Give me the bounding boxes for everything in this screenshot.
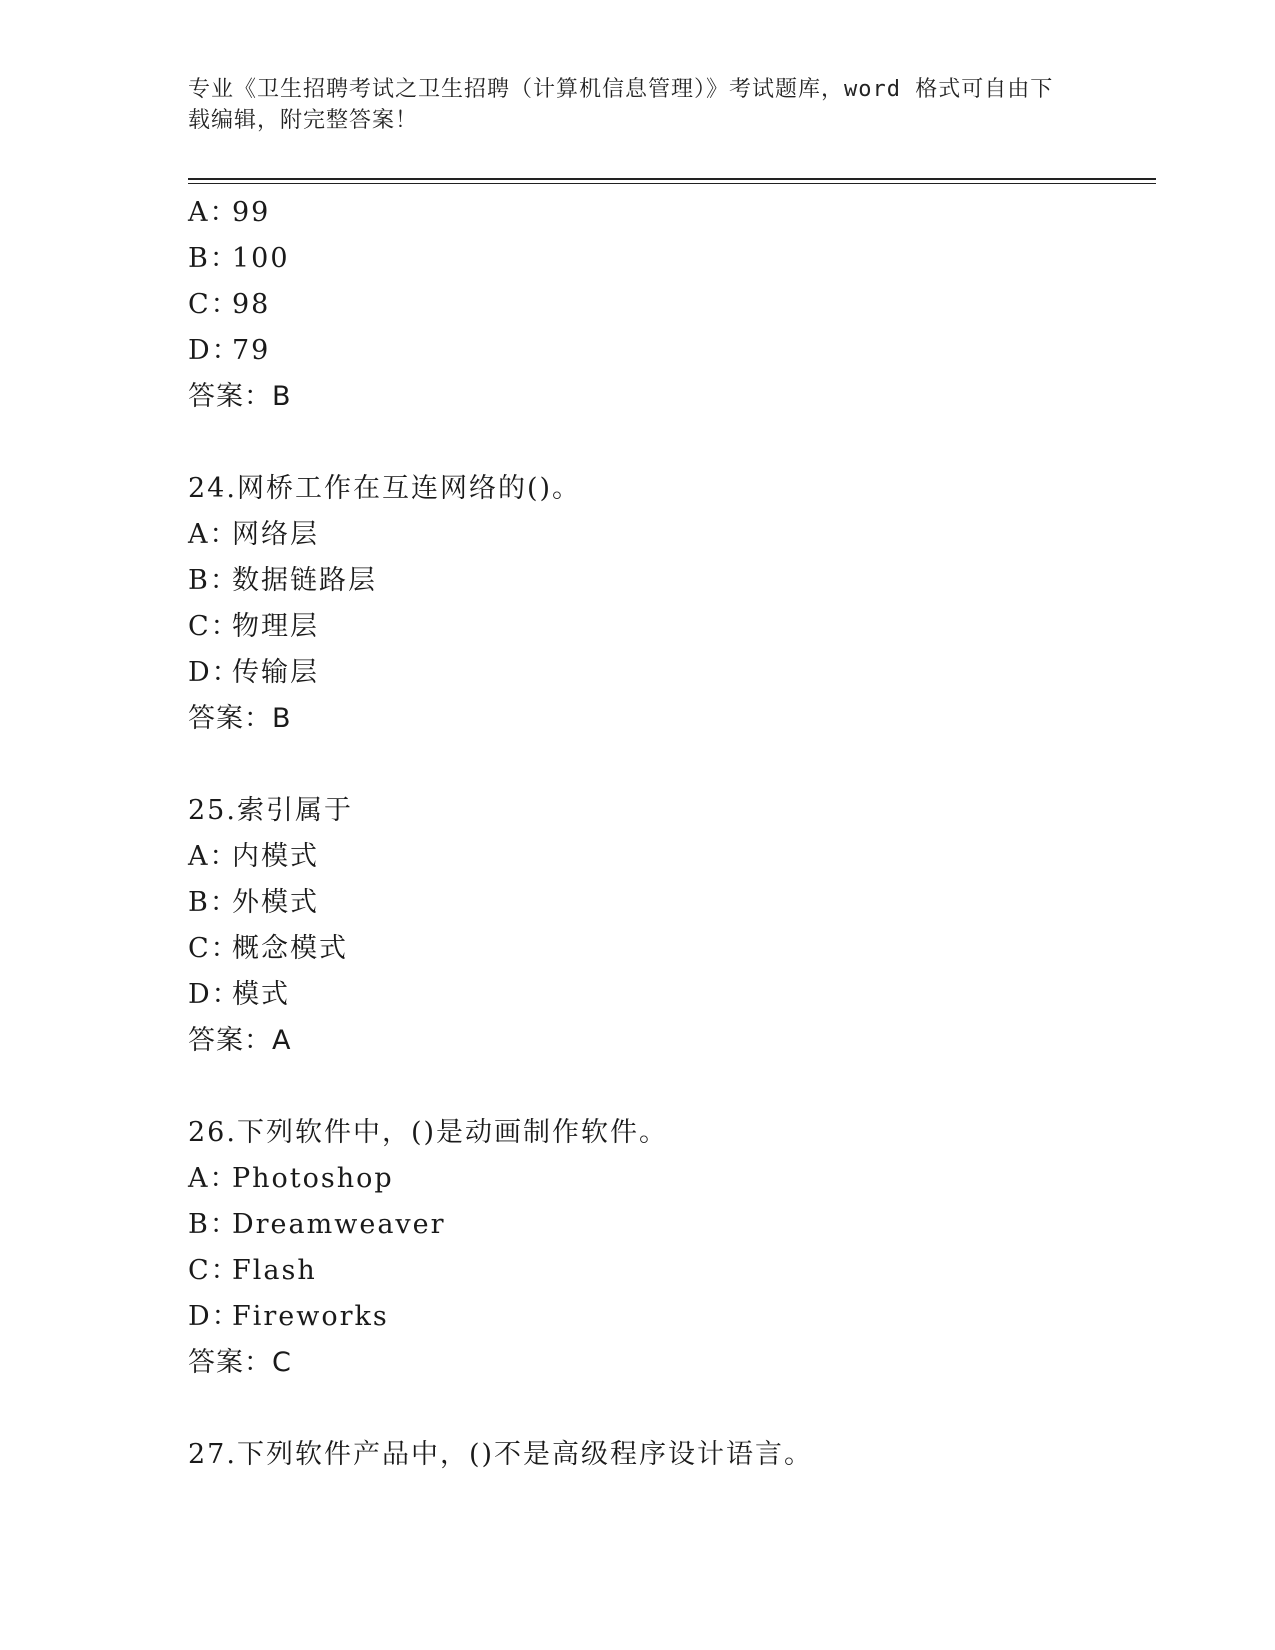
question-24 [188,466,1148,742]
question-text: 27.下列软件产品中，()不是高级程序设计语言。 [188,1439,814,1470]
question-text: 24.网桥工作在互连网络的()。 [188,473,582,504]
option-d: D：Fireworks [188,1301,389,1332]
question-list [188,190,1148,1478]
option-a: A：Photoshop [188,1163,394,1194]
spacer [188,1064,1148,1110]
option-a: A：内模式 [188,841,319,872]
option-d: D：传输层 [188,657,319,688]
spacer [188,1386,1148,1432]
option-a: A：网络层 [188,519,319,550]
spacer [188,420,1148,466]
answer-line: 答案：C [188,1347,292,1378]
question-27 [188,1432,1148,1478]
option-a: A：99 [188,197,271,228]
option-d: D：模式 [188,979,290,1010]
header-divider-thin [188,183,1156,184]
option-b: B：外模式 [188,887,319,918]
question-25 [188,788,1148,1064]
question-text: 25.索引属于 [188,795,353,826]
header-divider-thick [188,178,1156,180]
spacer [188,742,1148,788]
option-c: C：Flash [188,1255,317,1286]
question-text: 26.下列软件中，()是动画制作软件。 [188,1117,669,1148]
option-c: C：物理层 [188,611,319,642]
question-23 [188,190,1148,420]
document-header [188,74,1068,136]
option-b: B：数据链路层 [188,565,377,596]
option-c: C：概念模式 [188,933,348,964]
option-d: D：79 [188,335,271,366]
option-b: B：Dreamweaver [188,1209,446,1240]
question-26 [188,1110,1148,1386]
answer-line: 答案：B [188,703,292,734]
answer-line: 答案：B [188,381,292,412]
answer-line: 答案：A [188,1025,292,1056]
header-intro-text: 专业《卫生招聘考试之卫生招聘（计算机信息管理）》考试题库，word 格式可自由下载编辑，附完整答案！ [188,77,1054,133]
option-b: B：100 [188,243,290,274]
option-c: C：98 [188,289,271,320]
